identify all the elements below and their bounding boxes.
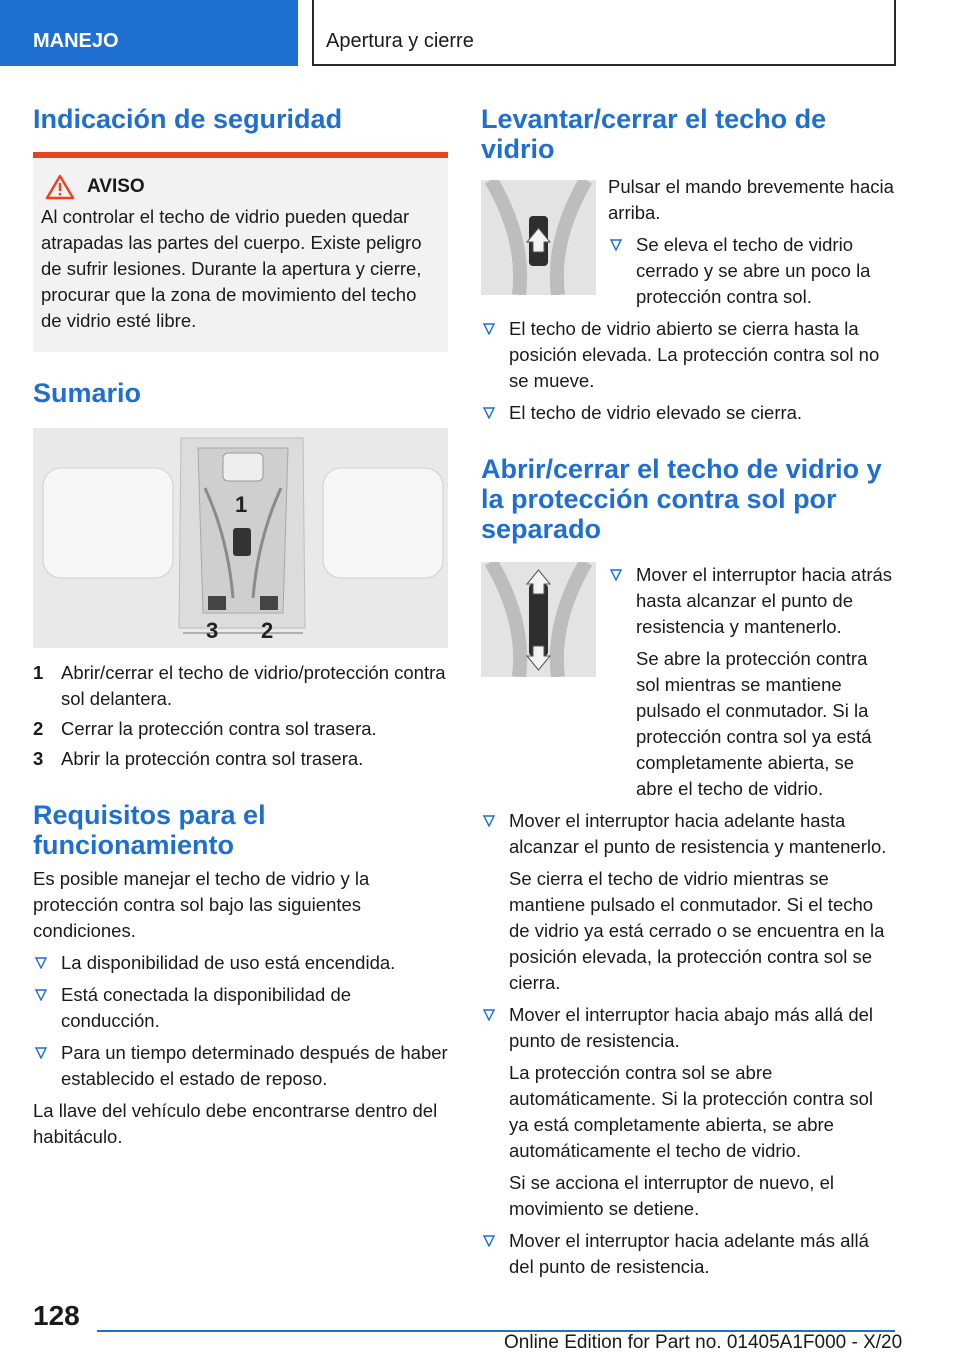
page-header — [0, 0, 960, 66]
requirements-outro: La llave del vehículo debe encontrarse dentro del habitáculo. — [33, 1100, 438, 1147]
triangle-bullet-icon — [610, 569, 622, 581]
figure-label-2: 2 — [261, 618, 274, 643]
requirements-heading: Requisitos para el funcionamiento — [33, 800, 266, 860]
triangle-bullet-icon — [35, 1047, 47, 1059]
triangle-bullet-icon — [35, 957, 47, 969]
list-item: Mover el interruptor hacia adelante más allá del punto de resistencia. — [481, 1228, 896, 1280]
triangle-bullet-icon — [483, 1009, 495, 1021]
separate-list-inline — [608, 562, 896, 802]
warning-title: AVISO — [87, 176, 145, 197]
safety-heading: Indicación de seguridad — [33, 104, 343, 134]
list-item: Mover el interruptor hacia abajo más allá del punto de resistencia. La protección contra sol se abre automáticamente. Si la protección contra sol ya está completamente abierta, se abre automáticamente el techo de vidrio. Si se acciona el interruptor de nuevo, el movimiento se detiene. — [481, 1002, 896, 1222]
list-item: Se eleva el techo de vidrio cerrado y se abre un poco la protección contra sol. — [608, 232, 896, 310]
section-tab[interactable]: MANEJO — [0, 0, 298, 66]
requirements-intro: Es posible manejar el techo de vidrio y la protección contra sol bajo las siguientes condiciones. — [33, 868, 370, 941]
figure-label-1: 1 — [235, 492, 248, 517]
edition-text: Online Edition for Part no. 01405A1F000 - X/20 — [504, 1332, 903, 1353]
requirements-list — [33, 950, 448, 1092]
right-column — [481, 100, 896, 1280]
overhead-console-illustration — [33, 428, 448, 648]
raise-list-inline — [608, 232, 896, 310]
list-item: Para un tiempo determinado después de haber establecido el estado de reposo. — [33, 1040, 448, 1092]
list-item: El techo de vidrio abierto se cierra hasta la posición elevada. La protección contra sol no se mueve. — [481, 316, 896, 394]
warning-text: Al controlar el techo de vidrio pueden quedar atrapadas las partes del cuerpo. Existe peligro de sufrir lesiones. Durante la apertura y cierre, procurar que la zona de movimiento del techo de vidrio esté libre. — [41, 206, 422, 331]
separate-heading: Abrir/cerrar el techo de vidrio y la protección contra sol por separado — [481, 454, 882, 544]
summary-heading: Sumario — [33, 378, 142, 408]
list-item: El techo de vidrio elevado se cierra. — [481, 400, 896, 426]
triangle-bullet-icon — [35, 989, 47, 1001]
page-number: 128 — [33, 1300, 80, 1331]
list-item: La disponibilidad de uso está encendida. — [33, 950, 448, 976]
roof-control-figure — [33, 428, 448, 648]
raise-intro: Pulsar el mando brevemente hacia arriba. — [608, 176, 894, 223]
figure-label-3: 3 — [206, 618, 219, 643]
switch-up-down-image — [481, 562, 596, 677]
list-item: 1 Abrir/cerrar el techo de vidrio/protección contra sol delantera. — [33, 662, 446, 709]
separate-list — [481, 808, 896, 1280]
chapter-title: Apertura y cierre — [312, 0, 896, 66]
triangle-bullet-icon — [483, 323, 495, 335]
triangle-bullet-icon — [610, 239, 622, 251]
raise-list — [481, 316, 896, 426]
triangle-bullet-icon — [483, 1235, 495, 1247]
figure-legend — [33, 660, 448, 772]
left-column — [33, 100, 448, 1150]
list-item: 2 Cerrar la protección contra sol trasera. — [33, 718, 377, 739]
triangle-bullet-icon — [483, 815, 495, 827]
warning-box — [33, 152, 448, 352]
raise-heading: Levantar/cerrar el techo de vidrio — [481, 104, 827, 164]
list-item: Mover el interruptor hacia adelante hasta alcanzar el punto de resistencia y mantenerlo. Se cierra el techo de vidrio mientras se mantiene pulsado el conmutador. Si el techo de vidrio ya está cerrado o se encuentra en la posición elevada, la protección contra sol se cierra. — [481, 808, 896, 996]
warning-triangle-icon — [45, 174, 75, 200]
list-item: Está conectada la disponibilidad de conducción. — [33, 982, 448, 1034]
list-item: 3 Abrir la protección contra sol trasera. — [33, 748, 364, 769]
triangle-bullet-icon — [483, 407, 495, 419]
list-item: Mover el interruptor hacia atrás hasta alcanzar el punto de resistencia y mantenerlo. Se abre la protección contra sol mientras se mantiene pulsado el conmutador. Si la protección contra sol ya está completamente abierta, se abre el techo de vidrio. — [608, 562, 896, 802]
switch-up-image — [481, 180, 596, 295]
